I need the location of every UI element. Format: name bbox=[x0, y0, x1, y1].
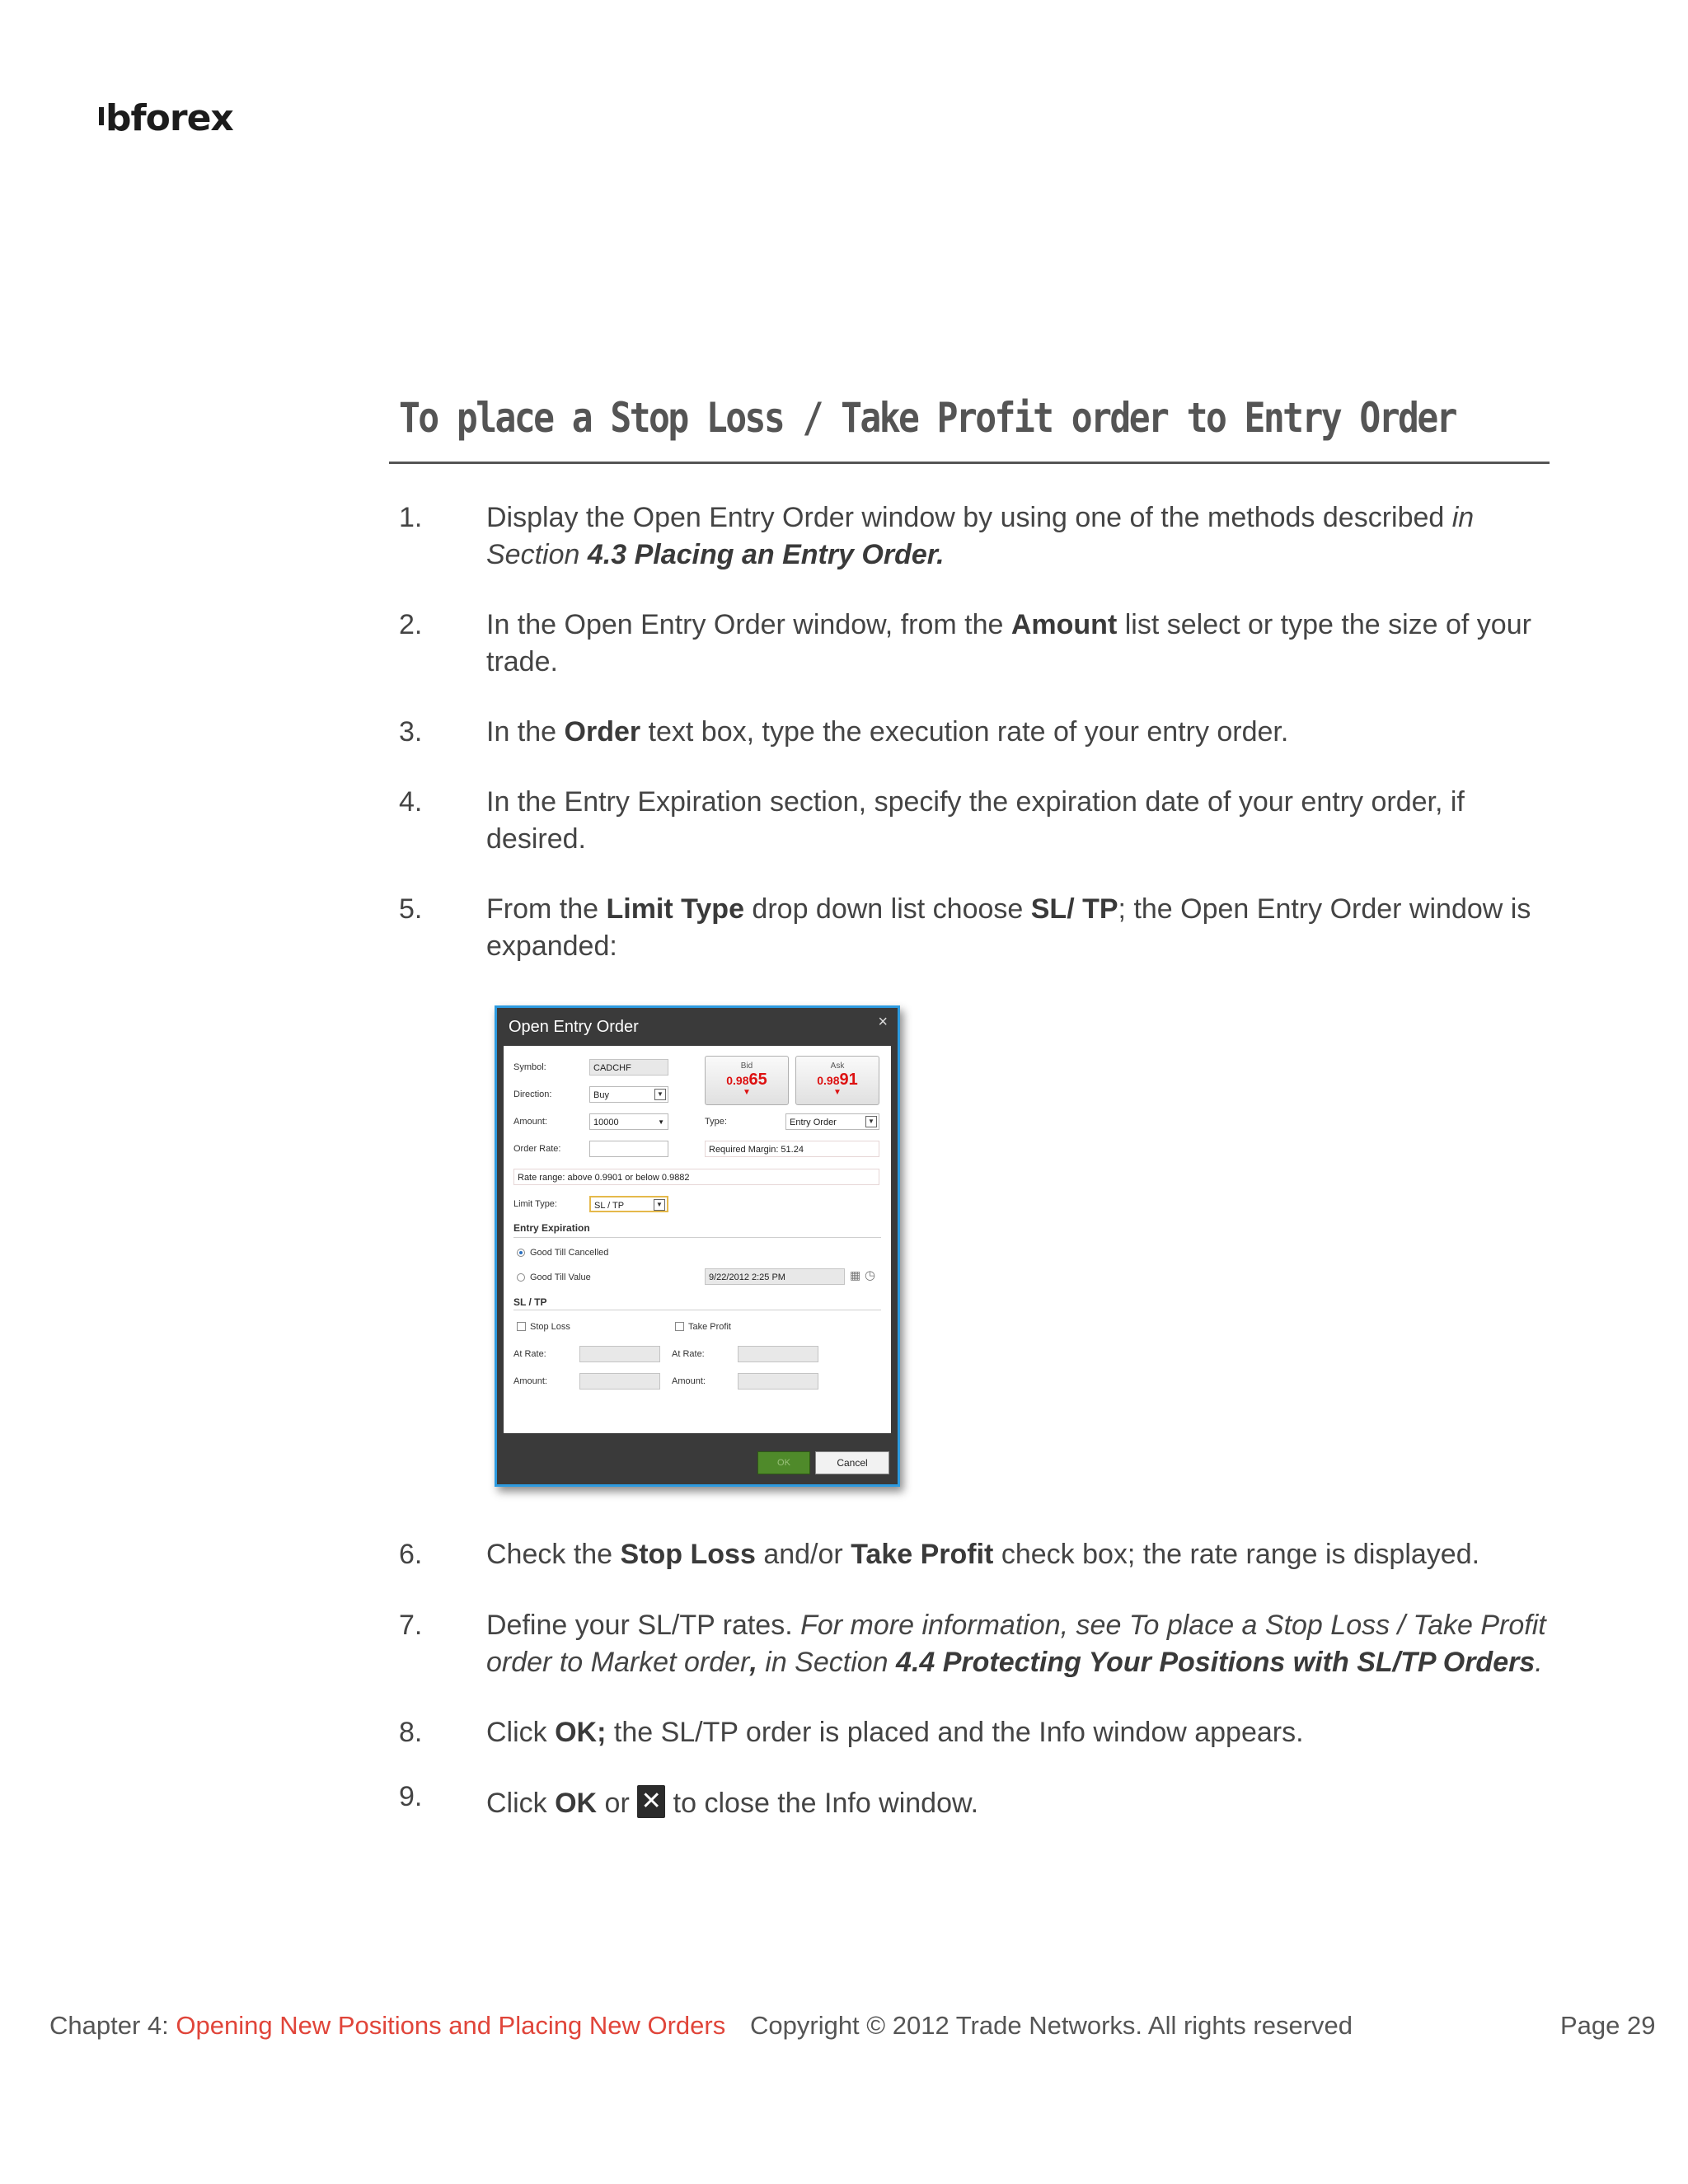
section-heading: To place a Stop Loss / Take Profit order to Entry Order bbox=[399, 394, 1456, 442]
stop-loss-label: Stop Loss bbox=[530, 1322, 570, 1332]
tp-at-rate-input[interactable] bbox=[738, 1346, 818, 1362]
step-text-italic: For more information, see To place a Stop Loss / Take Profit order to Market order bbox=[486, 1610, 1546, 1678]
step-text-bold: Stop Loss bbox=[620, 1539, 756, 1570]
direction-label: Direction: bbox=[513, 1090, 552, 1099]
stop-loss-checkbox[interactable] bbox=[517, 1322, 526, 1331]
entry-expiration-title: Entry Expiration bbox=[513, 1222, 590, 1234]
close-x-icon: ✕ bbox=[637, 1785, 665, 1818]
ask-label: Ask bbox=[830, 1062, 845, 1071]
bid-button[interactable] bbox=[705, 1056, 789, 1105]
step-text: In the Entry Expiration section, specify the expiration date of your entry order, if desired. bbox=[486, 786, 1465, 855]
ok-button[interactable]: OK bbox=[757, 1451, 810, 1474]
take-profit-label: Take Profit bbox=[688, 1322, 731, 1332]
step-text bbox=[486, 714, 1550, 751]
required-margin: Required Margin: 51.24 bbox=[705, 1141, 879, 1157]
open-entry-order-dialog bbox=[495, 1005, 900, 1487]
footer-chapter-prefix: Chapter 4: bbox=[49, 2011, 176, 2040]
step-text-italic: Section bbox=[486, 539, 588, 570]
step-text-italic: in Section bbox=[757, 1647, 897, 1678]
chevron-down-icon: ▼ bbox=[654, 1089, 666, 1100]
amount-label: Amount: bbox=[513, 1117, 547, 1127]
bid-label: Bid bbox=[740, 1062, 753, 1071]
footer-chapter-link[interactable]: Opening New Positions and Placing New Orders bbox=[176, 2011, 726, 2040]
bid-rate-small: 0.98 bbox=[726, 1074, 749, 1087]
step-number: 3. bbox=[399, 716, 423, 748]
logo-bar bbox=[99, 107, 104, 125]
sltp-title: SL / TP bbox=[513, 1296, 547, 1308]
order-rate-label: Order Rate: bbox=[513, 1144, 561, 1154]
ask-rate-small: 0.98 bbox=[817, 1074, 840, 1087]
step-text-part: Click bbox=[486, 1788, 556, 1819]
rate-range: Rate range: above 0.9901 or below 0.9882 bbox=[513, 1169, 879, 1185]
step-text-part: or bbox=[597, 1788, 638, 1819]
step-number: 9. bbox=[399, 1781, 423, 1812]
sl-at-rate-input[interactable] bbox=[579, 1346, 660, 1362]
divider bbox=[513, 1237, 881, 1238]
step-text-bold: Limit Type bbox=[606, 893, 744, 925]
ask-rate bbox=[796, 1071, 879, 1090]
limit-type-value: SL / TP bbox=[594, 1201, 625, 1211]
sl-amount-input[interactable] bbox=[579, 1373, 660, 1390]
calendar-icon[interactable]: ▦ bbox=[850, 1268, 861, 1282]
footer-page-number: Page 29 bbox=[1560, 2011, 1656, 2040]
dialog-footer bbox=[497, 1433, 898, 1484]
tp-amount-label: Amount: bbox=[672, 1376, 706, 1386]
step-text-bold: Amount bbox=[1010, 609, 1118, 640]
order-rate-input[interactable] bbox=[589, 1141, 668, 1157]
step-text-part: Click bbox=[486, 1717, 556, 1748]
step-text-part: In the bbox=[486, 716, 565, 748]
type-label: Type: bbox=[705, 1117, 727, 1127]
limit-type-select[interactable] bbox=[589, 1196, 668, 1212]
step-text-part: text box, type the execution rate of your entry order. bbox=[640, 716, 1289, 748]
step-number: 6. bbox=[399, 1539, 423, 1570]
good-till-cancelled-radio[interactable] bbox=[517, 1249, 525, 1257]
amount-select[interactable] bbox=[589, 1113, 668, 1130]
limit-type-label: Limit Type: bbox=[513, 1199, 557, 1209]
dialog-title: Open Entry Order bbox=[509, 1018, 639, 1036]
arrow-down-icon: ▼ bbox=[833, 1088, 842, 1097]
dialog-body bbox=[504, 1046, 891, 1433]
direction-select[interactable] bbox=[589, 1086, 668, 1103]
type-select[interactable] bbox=[785, 1113, 879, 1130]
ask-button[interactable] bbox=[795, 1056, 879, 1105]
gtv-date-field[interactable]: 9/22/2012 2:25 PM bbox=[705, 1268, 845, 1285]
step-text-part: check box; the rate range is displayed. bbox=[993, 1539, 1480, 1570]
chevron-down-icon: ▼ bbox=[865, 1116, 877, 1127]
section-reference: 4.4 Protecting Your Positions with SL/TP Orders bbox=[896, 1647, 1536, 1678]
step-text bbox=[486, 1785, 1550, 1822]
step-number: 4. bbox=[399, 786, 423, 818]
step-number: 7. bbox=[399, 1610, 423, 1641]
sl-at-rate-label: At Rate: bbox=[513, 1349, 546, 1359]
step-text-bold: Take Profit bbox=[851, 1539, 994, 1570]
step-number: 2. bbox=[399, 609, 423, 640]
symbol-label: Symbol: bbox=[513, 1062, 546, 1072]
step-text-part: From the bbox=[486, 893, 607, 925]
step-text-bold: OK; bbox=[555, 1717, 607, 1748]
step-text-part: to close the Info window. bbox=[665, 1788, 979, 1819]
step-text-part: ; the Open Entry Order window is expanded: bbox=[486, 893, 1531, 962]
step-text bbox=[486, 607, 1550, 681]
bid-rate-big: 65 bbox=[748, 1071, 767, 1089]
step-text bbox=[486, 499, 1550, 574]
tp-at-rate-label: At Rate: bbox=[672, 1349, 705, 1359]
step-text-part: Check the bbox=[486, 1539, 621, 1570]
good-till-value-radio[interactable] bbox=[517, 1273, 525, 1282]
direction-value: Buy bbox=[593, 1090, 609, 1100]
step-text-bold-italic: , bbox=[749, 1647, 757, 1678]
sl-amount-label: Amount: bbox=[513, 1376, 547, 1386]
footer-copyright: Copyright © 2012 Trade Networks. All rights reserved bbox=[750, 2011, 1353, 2040]
step-text bbox=[486, 1536, 1550, 1573]
step-text-bold: SL/ TP bbox=[1030, 893, 1118, 925]
type-value: Entry Order bbox=[790, 1118, 837, 1127]
good-till-value-label: Good Till Value bbox=[530, 1272, 591, 1282]
step-text-italic: . bbox=[1535, 1647, 1543, 1678]
amount-value: 10000 bbox=[593, 1118, 619, 1127]
ask-rate-big: 91 bbox=[839, 1071, 858, 1089]
step-text-part: In the Open Entry Order window, from the bbox=[486, 609, 1011, 640]
step-number: 1. bbox=[399, 502, 423, 533]
step-text-part: and/or bbox=[755, 1539, 851, 1570]
heading-rule bbox=[389, 462, 1550, 464]
step-text-bold: Order bbox=[564, 716, 641, 748]
step-text-bold: OK bbox=[555, 1788, 598, 1819]
arrow-down-icon: ▼ bbox=[743, 1088, 751, 1097]
step-number: 8. bbox=[399, 1717, 423, 1748]
chevron-down-icon: ▼ bbox=[658, 1118, 664, 1126]
step-text bbox=[486, 1714, 1550, 1751]
bforex-logo bbox=[99, 97, 233, 139]
step-text-part: Define your SL/TP rates. bbox=[486, 1610, 801, 1641]
symbol-field: CADCHF bbox=[589, 1059, 668, 1076]
step-text-part: Display the Open Entry Order window by using one of the methods described bbox=[486, 502, 1452, 533]
step-text bbox=[486, 1607, 1550, 1681]
take-profit-checkbox[interactable] bbox=[675, 1322, 684, 1331]
section-reference: 4.3 Placing an Entry Order. bbox=[587, 539, 945, 570]
step-text-part: drop down list choose bbox=[743, 893, 1031, 925]
cancel-button[interactable]: Cancel bbox=[815, 1451, 889, 1474]
close-icon[interactable]: × bbox=[878, 1013, 888, 1031]
logo-text: bforex bbox=[106, 97, 233, 139]
chevron-down-icon: ▼ bbox=[654, 1199, 665, 1211]
footer-chapter bbox=[49, 2011, 725, 2041]
tp-amount-input[interactable] bbox=[738, 1373, 818, 1390]
step-text-part: list select or type the size of your trade. bbox=[486, 609, 1531, 677]
step-text-italic: in bbox=[1451, 502, 1475, 533]
clock-icon[interactable]: ◷ bbox=[865, 1268, 876, 1282]
good-till-cancelled-label: Good Till Cancelled bbox=[530, 1248, 609, 1258]
step-number: 5. bbox=[399, 893, 423, 925]
step-text-part: the SL/TP order is placed and the Info window appears. bbox=[606, 1717, 1304, 1748]
bid-rate bbox=[706, 1071, 788, 1090]
step-text bbox=[486, 891, 1550, 965]
